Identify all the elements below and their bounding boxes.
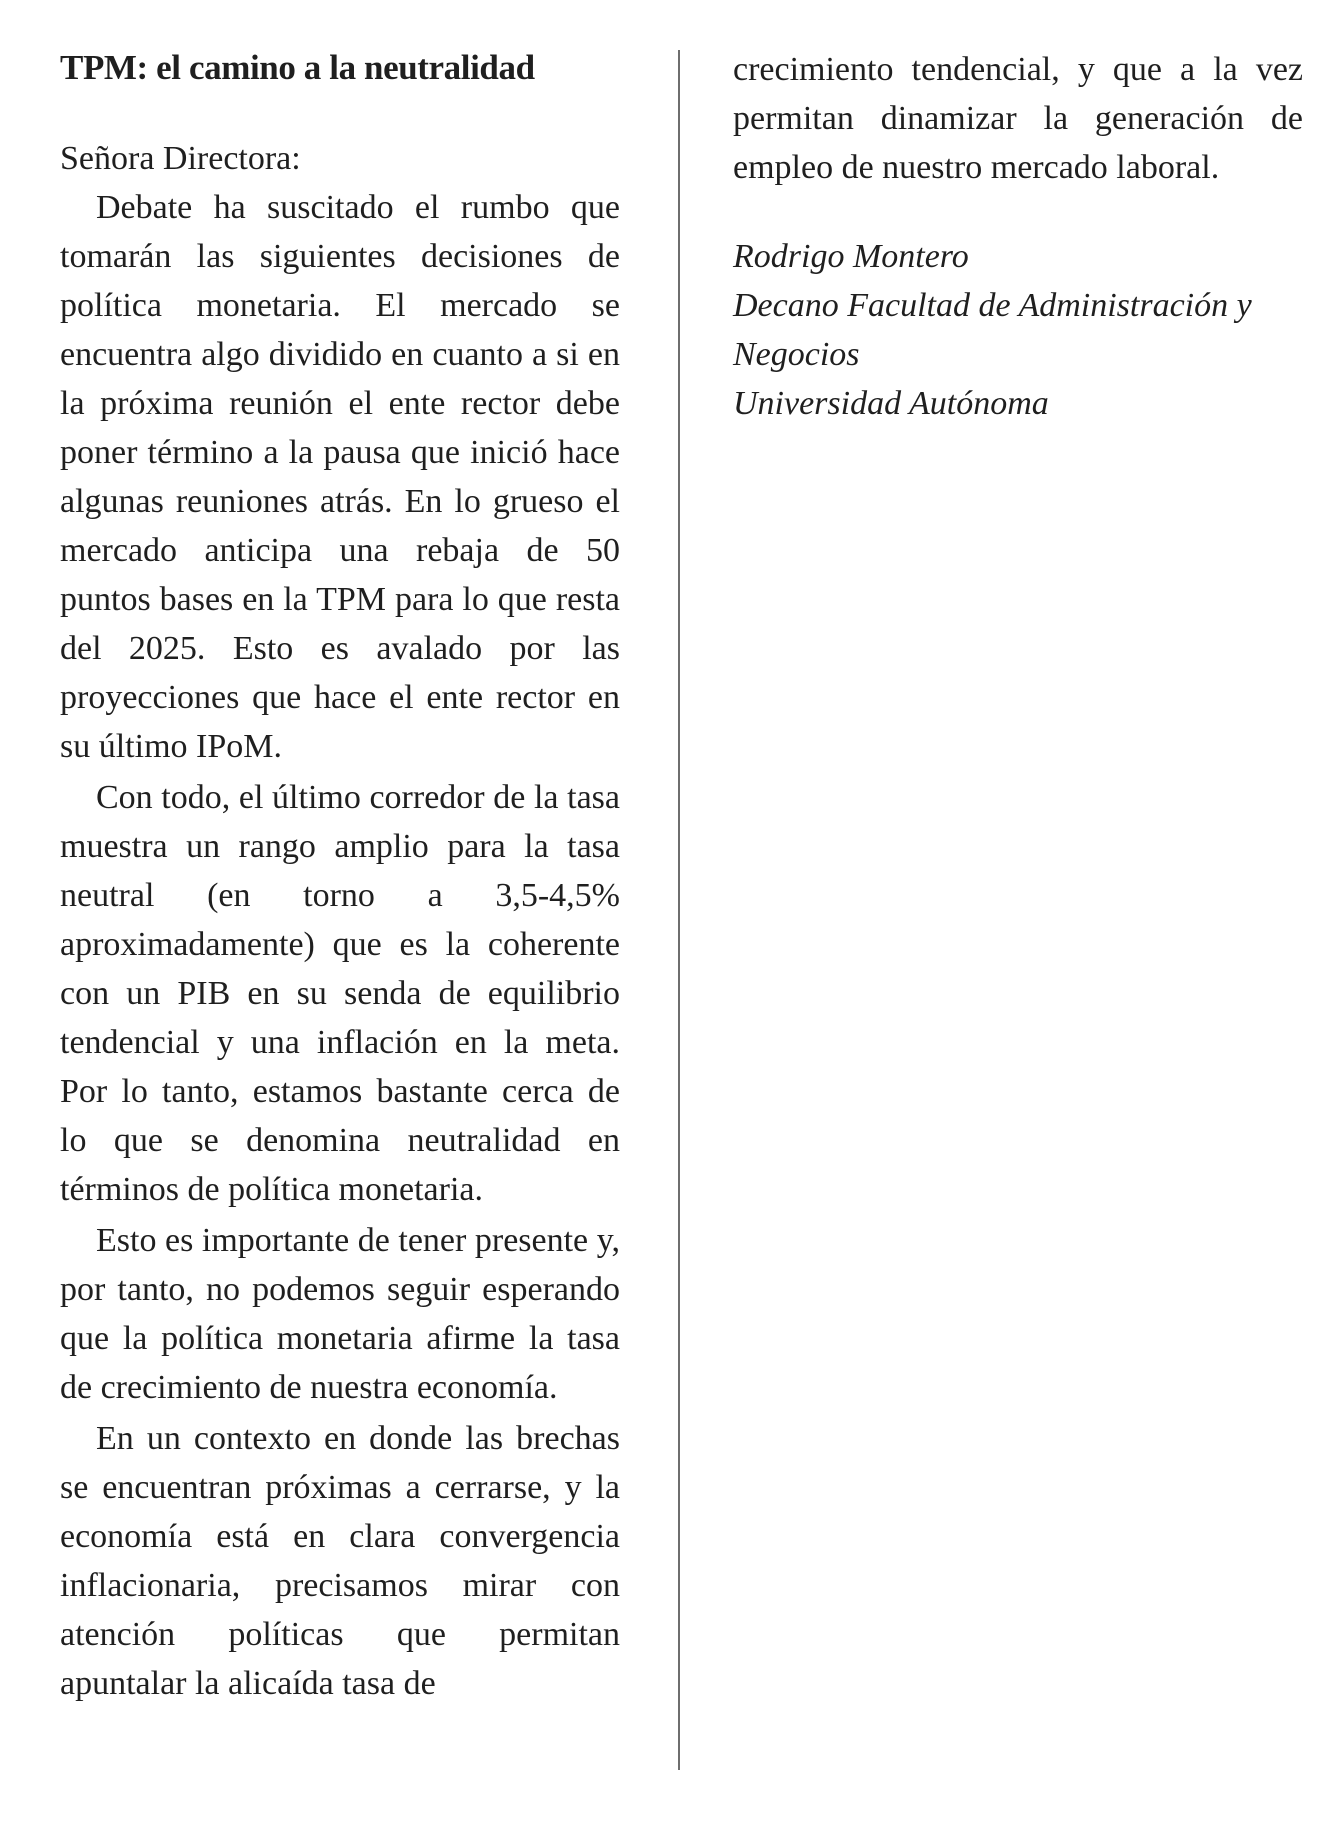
body-paragraph-4: En un contexto en donde las brechas se encuentran próximas a cerrarse, y la economía está en clara convergencia inflacionaria, precisamos mirar con atención políticas que permitan apuntalar la alicaída tasa de	[60, 1420, 620, 1702]
body-paragraph-1: Debate ha suscitado el rumbo que tomarán las siguientes decisiones de política monetaria. El mercado se encuentra algo dividido en cuanto a si en la próxima reunión el ente rector debe poner término a la pausa que inició hace algunas reuniones atrás. En lo grueso el mercado anticipa una rebaja de 50 puntos bases en la TPM para lo que resta del 2025. Esto es avalado por las proyecciones que hace el ente rector en su último IPoM.	[60, 189, 620, 765]
salutation: Señora Directora:	[60, 140, 301, 177]
author-institution: Universidad Autónoma	[733, 385, 1049, 422]
left-column	[60, 45, 620, 1710]
author-role-line-2: Negocios	[733, 336, 860, 373]
right-column	[733, 45, 1303, 428]
body-paragraph-3: Esto es importante de tener presente y, por tanto, no podemos seguir esperando que la política monetaria afirme la tasa de crecimiento de nuestra economía.	[60, 1222, 620, 1406]
author-name: Rodrigo Montero	[733, 238, 969, 275]
column-divider	[678, 50, 680, 1770]
author-role-line-1: Decano Facultad de Administración y	[733, 287, 1252, 324]
signature-block	[733, 232, 1303, 428]
body-paragraph-2: Con todo, el último corredor de la tasa muestra un rango amplio para la tasa neutral (en torno a 3,5-4,5% aproximadamente) que es la coherente con un PIB en su senda de equilibrio tendencial y una inflación en la meta. Por lo tanto, estamos bastante cerca de lo que se denomina neutralidad en términos de política monetaria.	[60, 779, 620, 1208]
body-paragraph-continuation: crecimiento tendencial, y que a la vez permitan dinamizar la generación de empleo de nuestro mercado laboral.	[733, 51, 1303, 186]
letter-title: TPM: el camino a la neutralidad	[60, 48, 535, 87]
